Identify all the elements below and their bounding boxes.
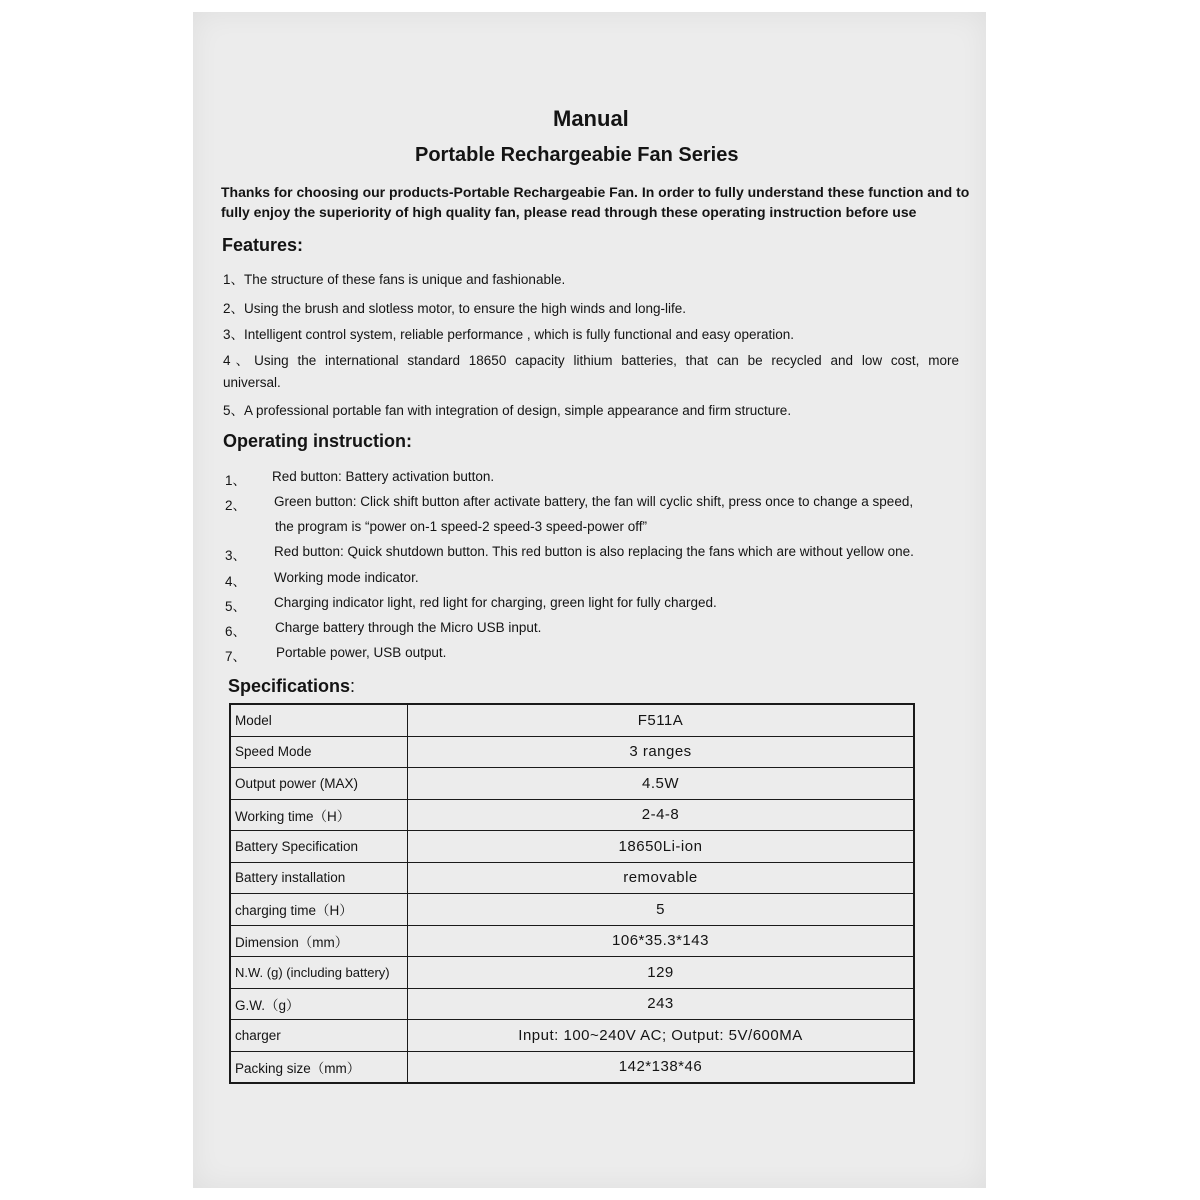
operating-item-text: the program is “power on-1 speed-2 speed-3 speed-power off”: [275, 519, 647, 534]
spec-value: 106*35.3*143: [408, 925, 915, 957]
specifications-heading-text: Specifications: [228, 676, 351, 696]
table-row: [230, 957, 914, 989]
spec-label: N.W. (g) (including battery): [230, 957, 408, 989]
feature-item: 5、A professional portable fan with integration of design, simple appearance and firm structure.: [223, 403, 792, 418]
operating-item-number: 6、: [225, 624, 247, 639]
table-row: [230, 1051, 914, 1083]
spec-value: 2-4-8: [408, 799, 915, 831]
spec-value: 129: [408, 957, 915, 989]
feature-item: 1、The structure of these fans is unique and fashionable.: [223, 272, 566, 287]
table-row: [230, 1020, 914, 1052]
spec-label: charger: [230, 1020, 408, 1052]
operating-item-number: 7、: [225, 649, 247, 664]
operating-item-number: 1、: [225, 473, 247, 488]
table-row: [230, 736, 914, 768]
intro-line-1: Thanks for choosing our products-Portable Rechargeabie Fan. In order to fully understand these function and to: [221, 184, 970, 200]
page-title: Manual: [553, 106, 629, 131]
specifications-heading-colon: :: [350, 676, 356, 696]
table-row: [230, 862, 914, 894]
operating-item-text: Green button: Click shift button after activate battery, the fan will cyclic shift, press once to change a speed,: [274, 494, 914, 509]
feature-item-continued: universal.: [223, 375, 281, 390]
operating-item-number: 5、: [225, 599, 247, 614]
spec-value: 142*138*46: [408, 1051, 915, 1083]
table-row: [230, 799, 914, 831]
spec-label: Dimension（mm）: [230, 925, 408, 957]
table-row: [230, 831, 914, 863]
operating-item-number: 3、: [225, 548, 247, 563]
table-row: [230, 894, 914, 926]
features-heading: Features:: [222, 235, 304, 255]
operating-heading: Operating instruction:: [223, 431, 412, 451]
specifications-table: [229, 703, 915, 1084]
operating-item-text: Red button: Battery activation button.: [272, 469, 495, 484]
spec-label: Battery installation: [230, 862, 408, 894]
spec-value: 5: [408, 894, 915, 926]
operating-item-text: Red button: Quick shutdown button. This red button is also replacing the fans which are without yellow one.: [274, 544, 914, 559]
spec-value: 3 ranges: [408, 736, 915, 768]
spec-value: removable: [408, 862, 915, 894]
spec-value: F511A: [408, 704, 915, 736]
specifications-heading: [228, 676, 355, 697]
spec-value: 4.5W: [408, 768, 915, 800]
operating-item-number: 2、: [225, 498, 247, 513]
table-row: [230, 704, 914, 736]
intro-line-2: fully enjoy the superiority of high quality fan, please read through these operating instruction before use: [221, 204, 917, 220]
spec-value: Input: 100~240V AC; Output: 5V/600MA: [408, 1020, 915, 1052]
operating-item-text: Portable power, USB output.: [276, 645, 447, 660]
spec-label: charging time（H）: [230, 894, 408, 926]
spec-value: 243: [408, 988, 915, 1020]
feature-item: 4、Using the international standard 18650 capacity lithium batteries, that can be recycled and low cost, more: [223, 353, 959, 368]
table-row: [230, 925, 914, 957]
spec-label: Battery Specification: [230, 831, 408, 863]
spec-label: Output power (MAX): [230, 768, 408, 800]
operating-item-text: Working mode indicator.: [274, 570, 419, 585]
spec-label: Working time（H）: [230, 799, 408, 831]
page-subtitle: Portable Rechargeabie Fan Series: [415, 144, 739, 166]
spec-label: Packing size（mm）: [230, 1051, 408, 1083]
operating-item-number: 4、: [225, 574, 247, 589]
feature-item: 3、Intelligent control system, reliable performance , which is fully functional and easy operation.: [223, 327, 795, 342]
operating-item-text: Charging indicator light, red light for charging, green light for fully charged.: [274, 595, 717, 610]
feature-item: 2、Using the brush and slotless motor, to ensure the high winds and long-life.: [223, 301, 687, 316]
spec-label: Speed Mode: [230, 736, 408, 768]
spec-label: G.W.（g）: [230, 988, 408, 1020]
table-row: [230, 988, 914, 1020]
operating-item-text: Charge battery through the Micro USB input.: [275, 620, 542, 635]
table-row: [230, 768, 914, 800]
spec-value: 18650Li-ion: [408, 831, 915, 863]
spec-label: Model: [230, 704, 408, 736]
